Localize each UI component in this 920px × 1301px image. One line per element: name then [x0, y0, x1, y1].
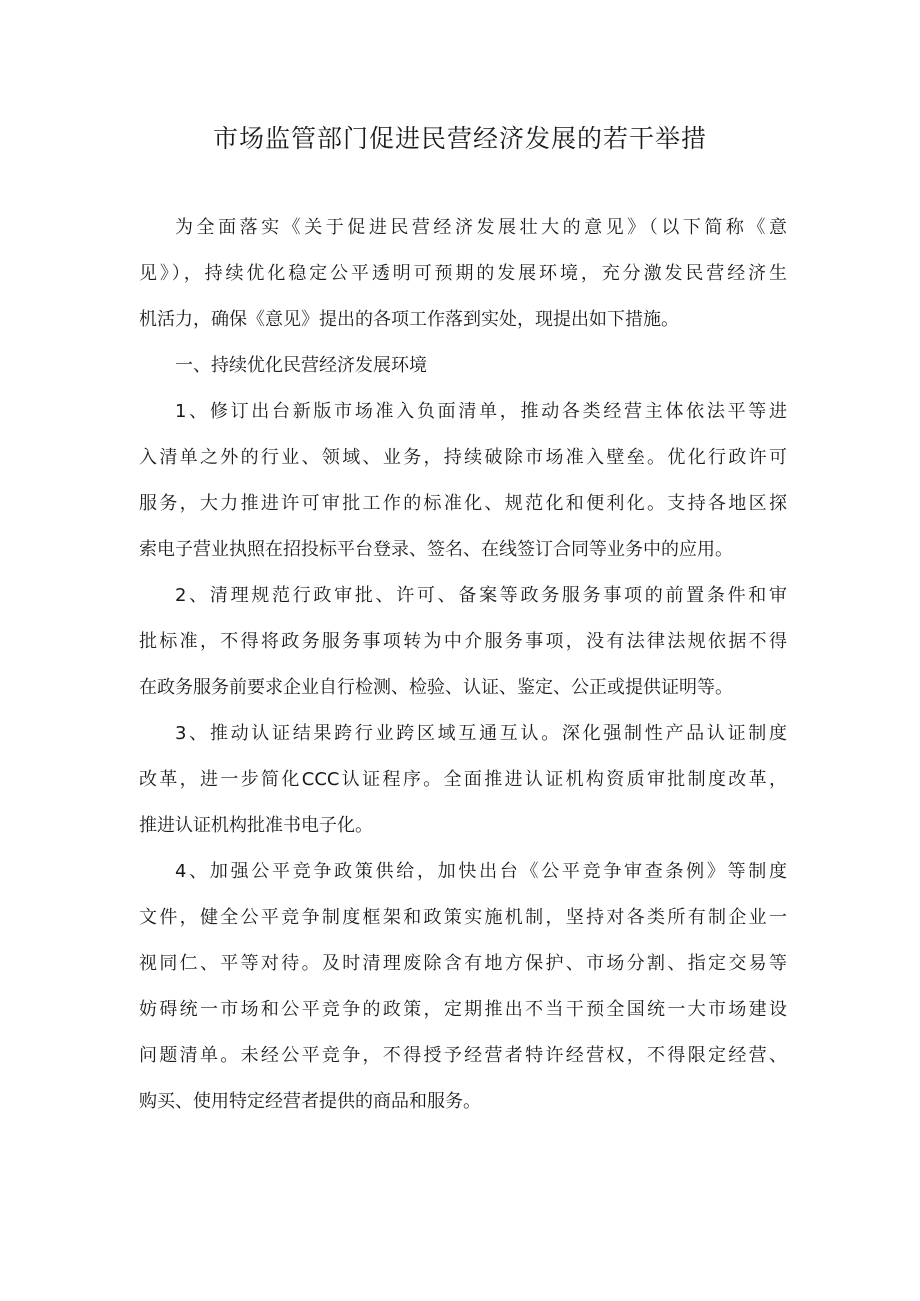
text-line: 见》），持续优化稳定公平透明可预期的发展环境，充分激发民营经济生 — [139, 263, 787, 284]
text-line: 推进认证机构批准书电子化。 — [139, 815, 373, 836]
text-line: 入清单之外的行业、领域、业务，持续破除市场准入壁垒。优化行政许可 — [139, 447, 787, 468]
paragraph-item-3 — [139, 711, 787, 849]
text-line: 机活力，确保《意见》提出的各项工作落到实处，现提出如下措施。 — [139, 309, 679, 330]
text-line: 问题清单。未经公平竞争，不得授予经营者特许经营权，不得限定经营、 — [139, 1045, 787, 1066]
text-line: 1、修订出台新版市场准入负面清单，推动各类经营主体依法平等进 — [175, 401, 787, 422]
text-line: 妨碍统一市场和公平竞争的政策，定期推出不当干预全国统一大市场建设 — [139, 999, 787, 1020]
text-line: 批标准，不得将政务服务事项转为中介服务事项，没有法律法规依据不得 — [139, 631, 787, 652]
text-line: 2、清理规范行政审批、许可、备案等政务服务事项的前置条件和审 — [175, 585, 787, 606]
text-line: 一、持续优化民营经济发展环境 — [175, 355, 427, 376]
text-line: 4、加强公平竞争政策供给，加快出台《公平竞争审查条例》等制度 — [175, 861, 787, 882]
paragraph-item-2 — [139, 573, 787, 711]
text-line: 购买、使用特定经营者提供的商品和服务。 — [139, 1091, 481, 1112]
text-line: 3、推动认证结果跨行业跨区域互通互认。深化强制性产品认证制度 — [175, 723, 787, 744]
text-line: 服务，大力推进许可审批工作的标准化、规范化和便利化。支持各地区探 — [139, 493, 787, 514]
text-line: 改革，进一步简化CCC认证程序。全面推进认证机构资质审批制度改革， — [139, 769, 787, 790]
paragraph-intro — [139, 205, 787, 343]
text-line: 在政务服务前要求企业自行检测、检验、认证、鉴定、公正或提供证明等。 — [139, 677, 733, 698]
text-line: 索电子营业执照在招投标平台登录、签名、在线签订合同等业务中的应用。 — [139, 539, 733, 560]
document-title: 市场监管部门促进民营经济发展的若干举措 — [212, 124, 707, 153]
document-body — [139, 205, 787, 1125]
text-line: 文件，健全公平竞争制度框架和政策实施机制，坚持对各类所有制企业一 — [139, 907, 787, 928]
text-line: 为全面落实《关于促进民营经济发展壮大的意见》（以下简称《意 — [175, 217, 787, 238]
paragraph-item-1 — [139, 389, 787, 573]
text-line: 视同仁、平等对待。及时清理废除含有地方保护、市场分割、指定交易等 — [139, 953, 787, 974]
paragraph-item-4 — [139, 849, 787, 1125]
section-heading — [139, 343, 787, 389]
